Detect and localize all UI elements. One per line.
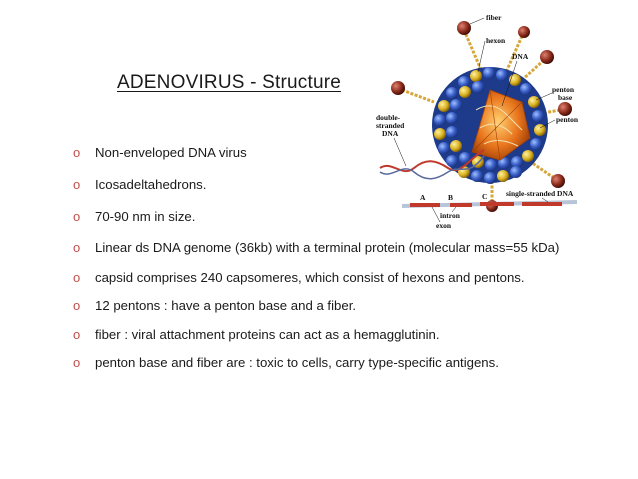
bullet-marker: o: [73, 298, 81, 313]
slide-title: ADENOVIRUS - Structure: [117, 72, 342, 93]
list-item: [73, 240, 559, 255]
list-item: [73, 298, 356, 313]
double-stranded-label: DNA: [382, 129, 399, 138]
list-item: [73, 355, 499, 370]
capsid-sphere: [432, 67, 548, 184]
bullet-text: Linear ds DNA genome (36kb) with a terminal protein (molecular mass=55 kDa): [95, 240, 560, 255]
bullet-marker: o: [73, 240, 81, 255]
penton-base-label: base: [558, 93, 573, 102]
bullet-text: 70-90 nm in size.: [95, 209, 196, 224]
single-stranded-label: single-stranded DNA: [506, 189, 574, 198]
segment-c-label: C: [482, 192, 488, 201]
list-item: [73, 145, 247, 160]
bullet-text: Icosadeltahedrons.: [95, 177, 207, 192]
dna-label: DNA: [512, 52, 529, 61]
bullet-marker: o: [73, 355, 81, 370]
list-item: [73, 177, 206, 192]
bullet-text: capsid comprises 240 capsomeres, which consist of hexons and pentons.: [95, 270, 525, 285]
double-stranded-label: stranded: [376, 121, 405, 130]
bullet-marker: o: [73, 327, 81, 342]
segment-a-label: A: [420, 193, 426, 202]
adenovirus-diagram: [372, 10, 612, 232]
bullet-marker: o: [73, 270, 81, 285]
bullet-marker: o: [73, 145, 81, 160]
fiber-label: fiber: [486, 13, 502, 22]
exon-label: exon: [436, 221, 451, 230]
penton-base-label: penton: [552, 85, 575, 94]
list-item: [73, 270, 525, 285]
segment-b-label: B: [448, 193, 454, 202]
penton-label: penton: [556, 115, 579, 124]
bullet-marker: o: [73, 177, 81, 192]
bullet-text: Non-enveloped DNA virus: [95, 145, 247, 160]
bullet-text: penton base and fiber are : toxic to cells, carry type-specific antigens.: [95, 355, 499, 370]
list-item: [73, 209, 195, 224]
bullet-marker: o: [73, 209, 81, 224]
hexon-label: hexon: [486, 36, 506, 45]
list-item: [73, 327, 440, 342]
double-stranded-label: double-: [376, 113, 401, 122]
bullet-text: 12 pentons : have a penton base and a fiber.: [95, 298, 357, 313]
bullet-text: fiber : viral attachment proteins can act as a hemagglutinin.: [95, 327, 440, 342]
intron-label: intron: [440, 211, 460, 220]
